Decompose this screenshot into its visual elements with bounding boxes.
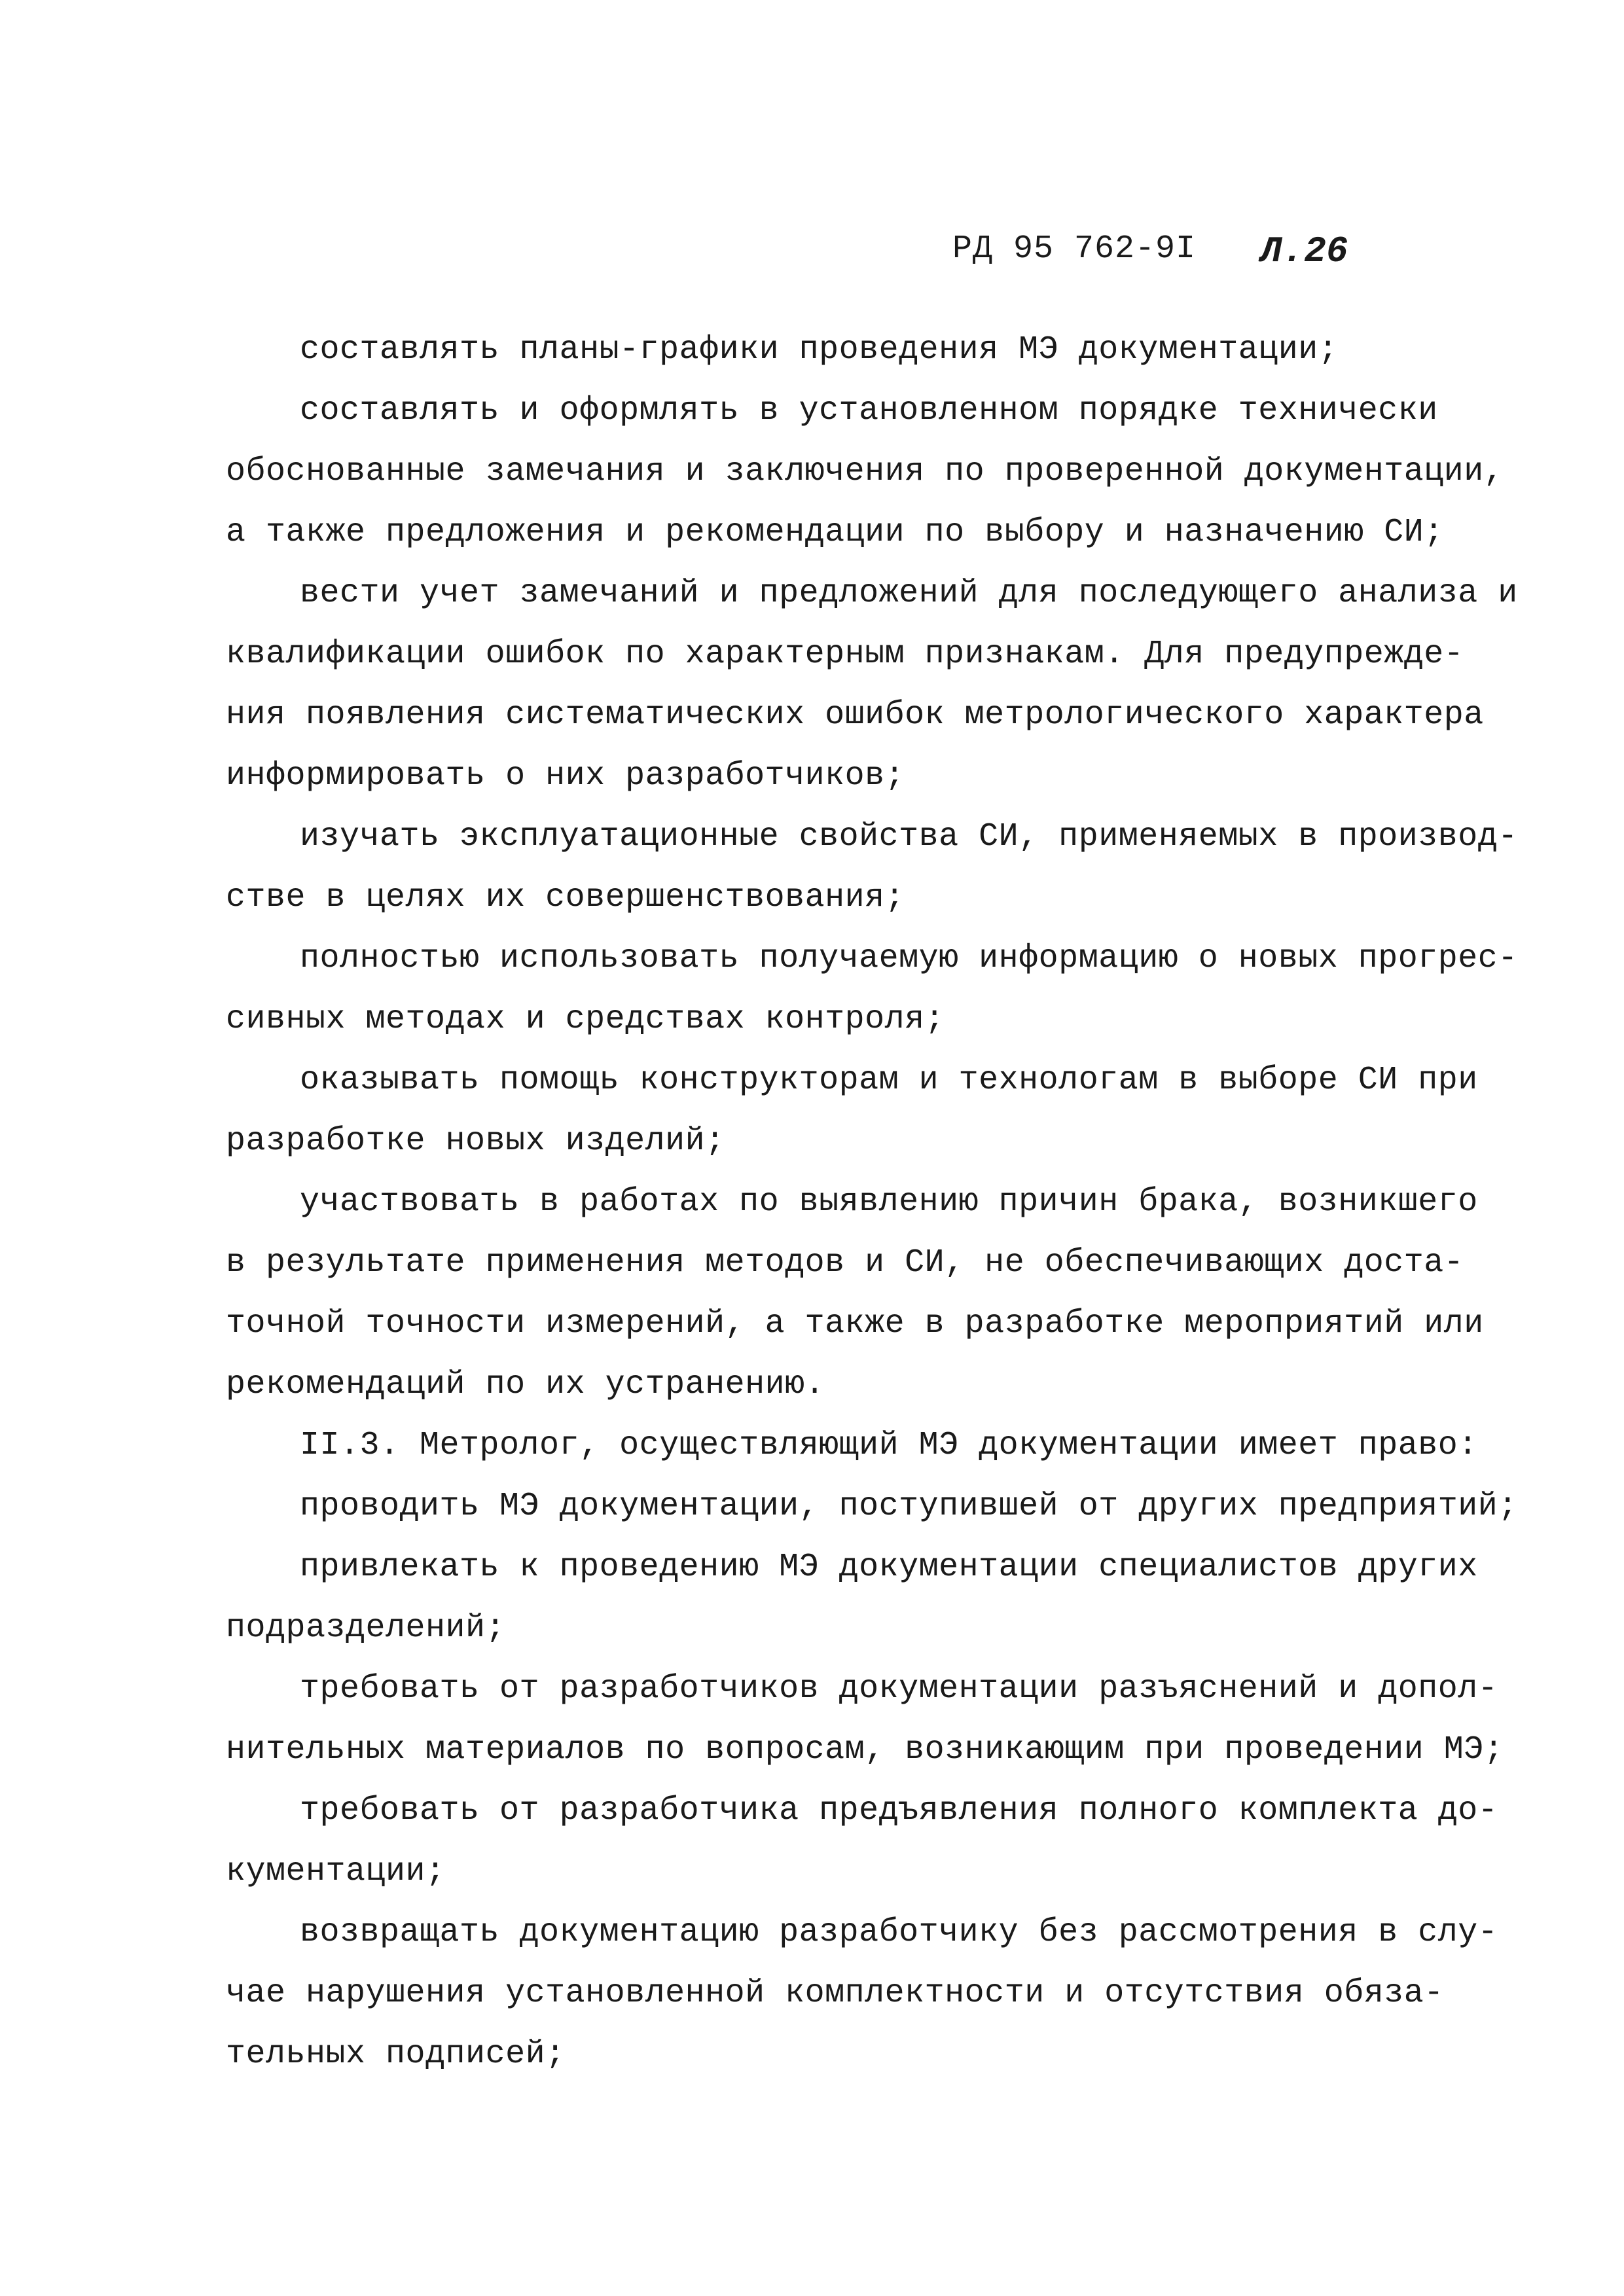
text-line: составлять планы-графики проведения МЭ документации; xyxy=(300,331,1339,368)
text-line: рекомендаций по их устранению. xyxy=(226,1366,825,1403)
sheet-number: Л.26 xyxy=(1260,230,1348,272)
text-line: ния появления систематических ошибок метрологического характера xyxy=(226,696,1484,734)
text-line: точной точности измерений, а также в разработке мероприятий или xyxy=(226,1305,1484,1342)
text-line: изучать эксплуатационные свойства СИ, применяемых в производ- xyxy=(300,818,1518,855)
text-line: оказывать помощь конструкторам и технологам в выборе СИ при xyxy=(300,1062,1478,1099)
text-line: требовать от разработчиков документации разъяснений и допол- xyxy=(300,1670,1498,1708)
text-line: возвращать документацию разработчику без рассмотрения в слу- xyxy=(300,1914,1498,1951)
text-line: нительных материалов по вопросам, возникающим при проведении МЭ; xyxy=(226,1731,1504,1768)
text-line: кументации; xyxy=(226,1853,446,1890)
text-line: участвовать в работах по выявлению причин брака, возникшего xyxy=(300,1183,1478,1221)
text-line: чае нарушения установленной комплектности и отсутствия обяза- xyxy=(226,1975,1444,2012)
text-line: требовать от разработчика предъявления полного комплекта до- xyxy=(300,1792,1498,1829)
text-line: составлять и оформлять в установленном порядке технически xyxy=(300,392,1438,429)
text-line: разработке новых изделий; xyxy=(226,1122,725,1160)
text-line: обоснованные замечания и заключения по проверенной документации, xyxy=(226,453,1504,490)
text-line: вести учет замечаний и предложений для последующего анализа и xyxy=(300,575,1518,612)
text-line: привлекать к проведению МЭ документации специалистов других xyxy=(300,1549,1478,1586)
text-line: а также предложения и рекомендации по выбору и назначению СИ; xyxy=(226,514,1444,551)
text-line: сивных методах и средствах контроля; xyxy=(226,1001,945,1038)
text-line: информировать о них разработчиков; xyxy=(226,757,905,795)
text-line: проводить МЭ документации, поступившей от других предприятий; xyxy=(300,1488,1518,1525)
document-body xyxy=(226,319,1518,2085)
text-line: в результате применения методов и СИ, не обеспечивающих доста- xyxy=(226,1244,1464,1282)
text-line: подразделений; xyxy=(226,1609,506,1647)
text-line: тельных подписей; xyxy=(226,2036,566,2073)
text-line: полностью использовать получаемую информацию о новых прогрес- xyxy=(300,940,1518,977)
document-number: РД 95 762-9I xyxy=(952,230,1197,268)
section-heading-line: II.3. Метролог, осуществляющий МЭ документации имеет право: xyxy=(300,1427,1478,1464)
text-line: квалификации ошибок по характерным признакам. Для предупрежде- xyxy=(226,636,1464,673)
text-line: стве в целях их совершенствования; xyxy=(226,879,905,916)
